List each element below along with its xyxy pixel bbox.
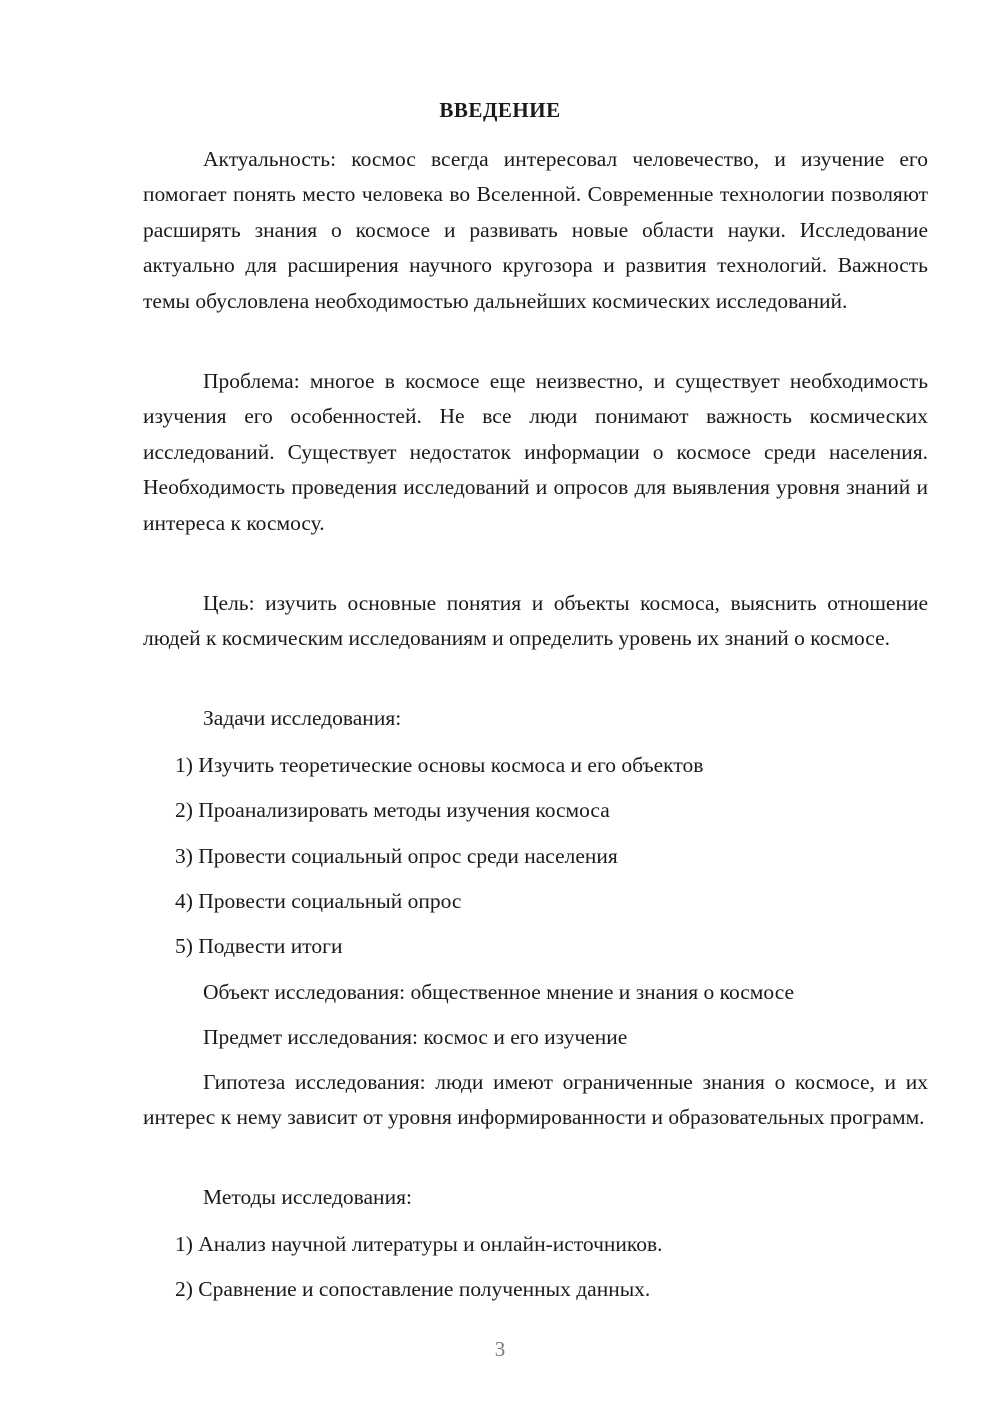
object-line: Объект исследования: общественное мнение и знания о космосе: [203, 980, 795, 1004]
problem-paragraph: [143, 364, 928, 541]
hypothesis-paragraph: [143, 1065, 928, 1136]
method-item: 1) Анализ научной литературы и онлайн-источников.: [175, 1232, 663, 1256]
relevance-text: Актуальность: космос всегда интересовал человечество, и изучение его помогает понять место человека во Вселенной. Современные технологии позволяют расширять знания о космосе и развивать новые области науки. Исследование актуально для расширения научного кругозора и развития технологий. Важность темы обусловлена необходимостью дальнейших космических исследований.: [143, 147, 928, 313]
task-item: 4) Провести социальный опрос: [175, 889, 462, 913]
hypothesis-text: Гипотеза исследования: люди имеют ограниченные знания о космосе, и их интерес к нему зависит от уровня информированности и образовательных программ.: [143, 1070, 928, 1130]
page-number: 3: [494, 1337, 506, 1361]
task-item: 1) Изучить теоретические основы космоса и его объектов: [175, 753, 704, 777]
methods-heading: Методы исследования:: [203, 1185, 412, 1209]
tasks-heading: Задачи исследования:: [203, 706, 402, 730]
task-item: 3) Провести социальный опрос среди населения: [175, 844, 618, 868]
goal-text: Цель: изучить основные понятия и объекты космоса, выяснить отношение людей к космическим исследованиям и определить уровень их знаний о космосе.: [143, 591, 928, 651]
subject-line: Предмет исследования: космос и его изучение: [203, 1025, 628, 1049]
method-item: 2) Сравнение и сопоставление полученных данных.: [175, 1277, 651, 1301]
task-item: 2) Проанализировать методы изучения космоса: [175, 798, 610, 822]
relevance-paragraph: [143, 142, 928, 319]
goal-paragraph: [143, 586, 928, 657]
problem-text: Проблема: многое в космосе еще неизвестно, и существует необходимость изучения его особенностей. Не все люди понимают важность космических исследований. Существует недостаток информации о космосе среди населения. Необходимость проведения исследований и опросов для выявления уровня знаний и интереса к космосу.: [143, 369, 928, 535]
page-title: ВВЕДЕНИЕ: [439, 98, 561, 122]
task-item: 5) Подвести итоги: [175, 934, 343, 958]
